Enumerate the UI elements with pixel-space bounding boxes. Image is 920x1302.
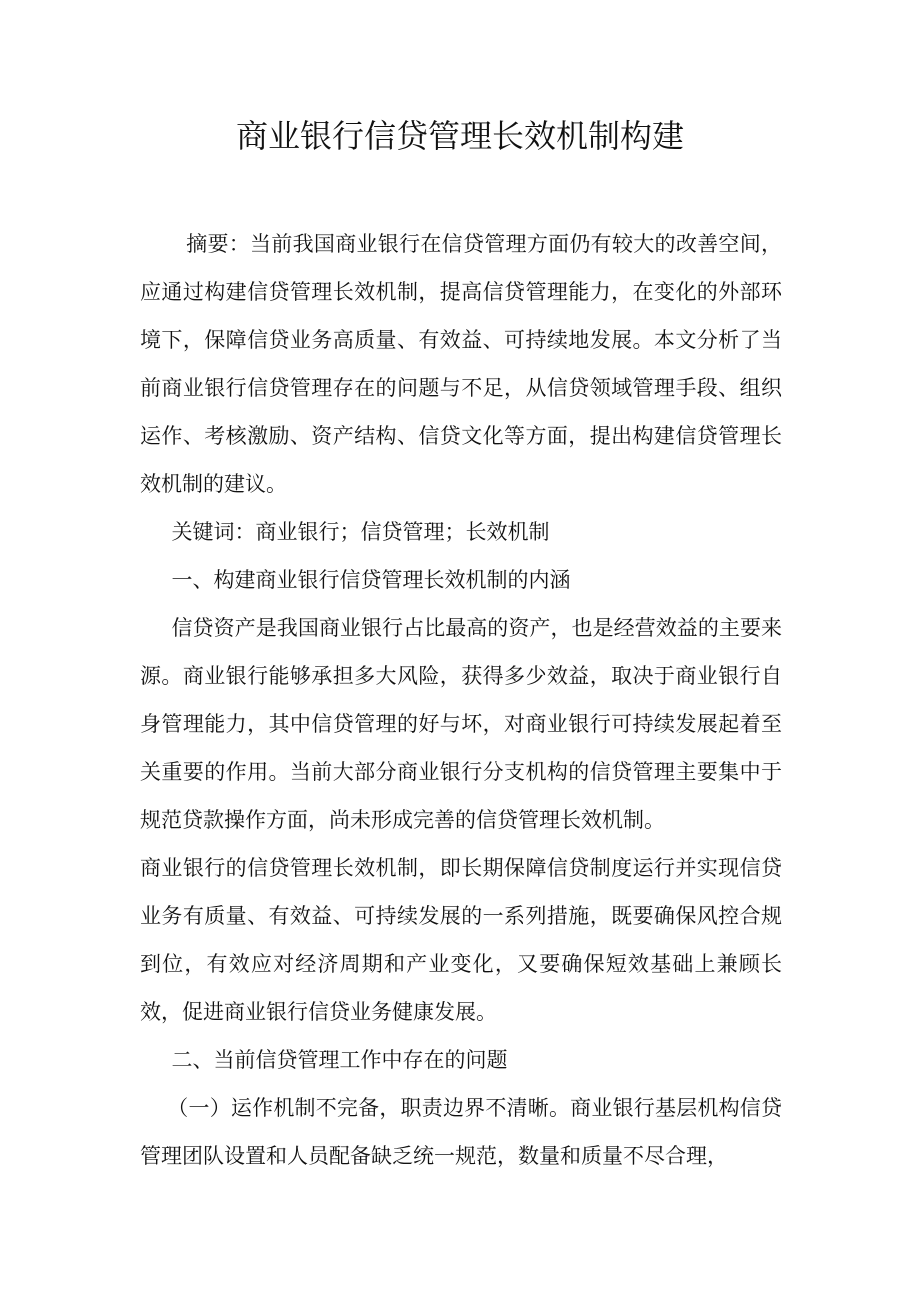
keywords-line: 关键词：商业银行；信贷管理；长效机制 (171, 520, 550, 544)
document-title: 商业银行信贷管理长效机制构建 (235, 117, 684, 155)
section-1-paragraph-1: 信贷资产是我国商业银行占比最高的资产，也是经营效益的主要来源。商业银行能够承担多大风险，获得多少效益，取决于商业银行自身管理能力，其中信贷管理的好与坏，对商业银行可持续发展起着至关重要的作用。当前大部分商业银行分支机构的信贷管理主要集中于规范贷款操作方面，尚未形成完善的信贷管理长效机制。 (140, 616, 782, 832)
section-2-item-1: （一）运作机制不完备，职责边界不清晰。商业银行基层机构信贷管理团队设置和人员配备缺乏统一规范，数量和质量不尽合理， (140, 1096, 782, 1168)
section-1-paragraph-2: 商业银行的信贷管理长效机制，即长期保障信贷制度运行并实现信贷业务有质量、有效益、可持续发展的一系列措施，既要确保风控合规到位，有效应对经济周期和产业变化，又要确保短效基础上兼顾长效，促进商业银行信贷业务健康发展。 (140, 856, 782, 1024)
document-body (140, 220, 782, 1180)
section-2-heading: 二、当前信贷管理工作中存在的问题 (171, 1048, 508, 1072)
abstract-paragraph: 摘要：当前我国商业银行在信贷管理方面仍有较大的改善空间，应通过构建信贷管理长效机制，提高信贷管理能力，在变化的外部环境下，保障信贷业务高质量、有效益、可持续地发展。本文分析了当前商业银行信贷管理存在的问题与不足，从信贷领域管理手段、组织运作、考核激励、资产结构、信贷文化等方面，提出构建信贷管理长效机制的建议。 (140, 232, 782, 496)
section-1-heading: 一、构建商业银行信贷管理长效机制的内涵 (171, 568, 571, 592)
